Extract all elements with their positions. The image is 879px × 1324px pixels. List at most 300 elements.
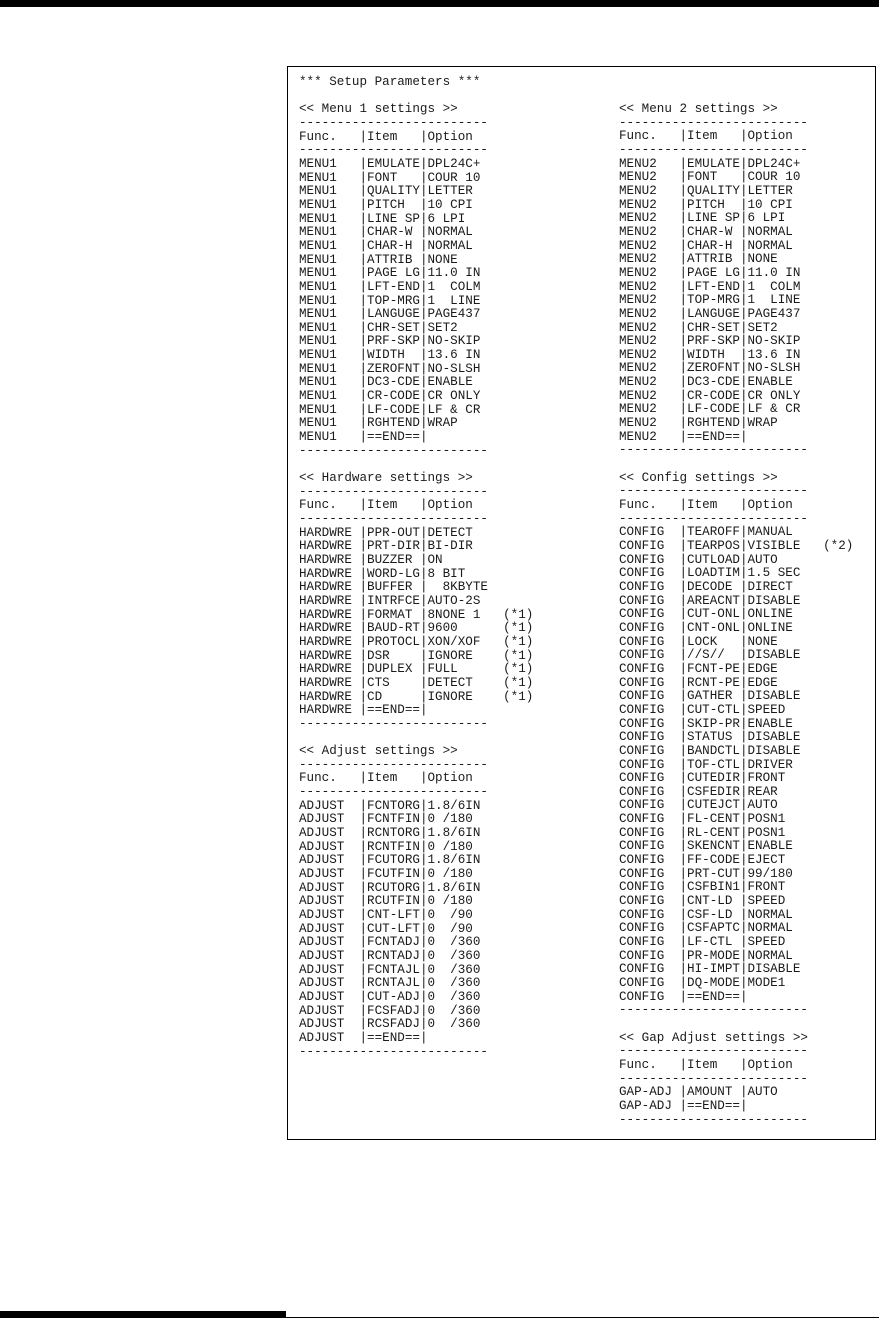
separator: | — [679, 607, 688, 622]
separator: | — [359, 334, 368, 349]
table-header — [619, 1058, 793, 1072]
cell-option: 0 /180 — [427, 812, 473, 827]
cell-func: MENU2 — [619, 347, 680, 362]
cell-func: CONFIG — [619, 689, 680, 704]
separator: | — [419, 798, 428, 813]
table-row — [619, 525, 793, 539]
divider — [619, 512, 808, 526]
cell-item: LFT-END — [687, 279, 740, 294]
separator: | — [419, 197, 428, 212]
table-row — [619, 198, 793, 212]
cell-func: CONFIG — [619, 866, 680, 881]
separator: | — [359, 703, 368, 718]
cell-option: 0 /180 — [427, 894, 473, 909]
separator: | — [739, 224, 748, 239]
cell-item: TOF-CTL — [687, 757, 740, 772]
separator: | — [679, 211, 688, 226]
page-title — [299, 75, 480, 89]
table-row — [619, 607, 793, 621]
separator: | — [359, 634, 368, 649]
separator: | — [419, 320, 428, 335]
cell-option: NORMAL — [747, 238, 793, 253]
cell-item: CR-CODE — [367, 389, 420, 404]
separator: | — [739, 211, 748, 226]
divider — [299, 116, 488, 130]
table-row — [619, 949, 793, 963]
separator: | — [739, 784, 748, 799]
separator: | — [419, 880, 428, 895]
separator: | — [679, 539, 688, 553]
table-row — [619, 334, 800, 348]
cell-item: CD — [367, 689, 420, 704]
cell-func: MENU1 — [299, 238, 360, 253]
separator: | — [419, 621, 428, 636]
cell-func: CONFIG — [619, 648, 680, 663]
separator: | — [679, 347, 688, 362]
cell-option: NORMAL — [747, 948, 793, 963]
separator: | — [359, 402, 368, 417]
cell-item: RCUTFIN — [367, 894, 420, 909]
separator: | — [679, 498, 688, 513]
section-heading-text: << Config settings >> — [619, 470, 778, 485]
cell-option: 0 /180 — [427, 867, 473, 882]
table-row — [299, 348, 480, 362]
table-row — [299, 935, 480, 949]
header-item: Item — [367, 498, 420, 513]
separator: | — [359, 894, 368, 909]
separator: | — [359, 880, 368, 895]
cell-item: GATHER — [687, 689, 740, 704]
cell-item: RCNTORG — [367, 826, 420, 841]
cell-option: 1.8/6IN — [427, 880, 481, 895]
table-header — [299, 130, 473, 144]
cell-item: DSR — [367, 648, 420, 663]
cell-item: AMOUNT — [687, 1085, 740, 1100]
separator: | — [679, 784, 688, 799]
cell-func: CONFIG — [619, 607, 680, 622]
cell-option: 0 /180 — [427, 839, 473, 854]
section-heading — [299, 102, 458, 116]
cell-func: CONFIG — [619, 948, 680, 963]
cell-func: CONFIG — [619, 825, 680, 840]
header-option: Option — [427, 771, 473, 786]
header-item: Item — [687, 1057, 740, 1072]
divider — [299, 717, 488, 731]
separator: | — [419, 853, 428, 868]
cell-func: MENU1 — [299, 402, 360, 417]
cell-item: SKENCNT — [687, 839, 740, 854]
cell-func: MENU2 — [619, 224, 680, 239]
cell-option: 8KBYTE — [427, 580, 488, 595]
cell-option: ENABLE — [747, 716, 793, 731]
separator: | — [359, 197, 368, 212]
separator: | — [359, 293, 368, 308]
cell-option: SPEED — [747, 935, 786, 950]
separator: | — [739, 702, 748, 717]
cell-option: 10 CPI — [427, 197, 473, 212]
separator: | — [739, 525, 748, 540]
cell-option: 1 COLM — [747, 279, 801, 294]
cell-item: FONT — [687, 170, 740, 185]
separator: | — [739, 252, 748, 267]
cell-func: MENU1 — [299, 252, 360, 267]
table-row — [619, 689, 800, 703]
table-row — [299, 526, 473, 540]
cell-option: DRIVER — [747, 757, 793, 772]
cell-item: FCUTFIN — [367, 867, 420, 882]
cell-option: AUTO — [747, 798, 778, 813]
cell-item: RCSFADJ — [367, 1017, 420, 1032]
cell-option: 1.8/6IN — [427, 826, 481, 841]
separator: | — [419, 839, 428, 854]
cell-item: PAGE LG — [687, 265, 740, 280]
cell-option: 8 BIT — [427, 566, 466, 581]
separator: | — [739, 620, 748, 635]
separator: | — [679, 962, 688, 977]
cell-option: 9600 — [427, 621, 504, 636]
cell-option: NO-SKIP — [427, 334, 481, 349]
separator: | — [419, 812, 428, 827]
table-row — [299, 690, 533, 704]
cell-item: LINE SP — [367, 211, 420, 226]
separator: | — [419, 416, 428, 431]
table-row — [299, 580, 488, 594]
table-row — [619, 908, 793, 922]
cell-func: MENU2 — [619, 306, 680, 321]
separator: | — [679, 689, 688, 704]
cell-option: DIRECT — [747, 579, 793, 594]
separator: | — [739, 279, 748, 294]
table-row — [619, 1099, 748, 1113]
cell-option: NORMAL — [427, 225, 473, 240]
cell-func: CONFIG — [619, 730, 680, 745]
cell-item: RCNTAJL — [367, 976, 420, 991]
cell-func: MENU1 — [299, 307, 360, 322]
separator: | — [679, 702, 688, 717]
separator: | — [739, 429, 748, 444]
divider — [619, 1003, 808, 1017]
separator: | — [359, 921, 368, 936]
separator: | — [359, 949, 368, 963]
cell-func: ADJUST — [299, 867, 360, 882]
separator: | — [419, 689, 428, 704]
cell-option: 0 /360 — [427, 935, 481, 950]
cell-item: TEARPOS — [687, 539, 740, 553]
table-row — [619, 839, 793, 853]
separator: | — [679, 757, 688, 772]
divider-text: ------------------------- — [299, 443, 488, 458]
section-heading — [619, 1031, 808, 1045]
table-row — [619, 211, 785, 225]
cell-item: CHR-SET — [687, 320, 740, 335]
separator: | — [359, 252, 368, 267]
cell-option: 6 LPI — [747, 211, 786, 226]
separator: | — [359, 170, 368, 185]
cell-func: CONFIG — [619, 907, 680, 922]
cell-func: MENU1 — [299, 334, 360, 349]
cell-func: CONFIG — [619, 675, 680, 690]
cell-option: NORMAL — [747, 224, 793, 239]
cell-func: MENU2 — [619, 388, 680, 403]
separator: | — [419, 867, 428, 882]
table-row — [619, 361, 800, 375]
cell-func: MENU1 — [299, 348, 360, 363]
cell-item: LOCK — [687, 634, 740, 649]
header-item: Item — [687, 129, 740, 144]
separator: | — [419, 949, 428, 963]
table-header — [619, 129, 793, 143]
separator: | — [739, 771, 748, 786]
separator: | — [679, 866, 688, 881]
table-row — [299, 225, 473, 239]
cell-func: HARDWRE — [299, 621, 360, 636]
separator: | — [419, 566, 428, 581]
separator: | — [739, 552, 748, 567]
cell-option: 0 /90 — [427, 921, 473, 936]
separator: | — [359, 689, 368, 704]
separator: | — [419, 348, 428, 363]
cell-option: 0 /360 — [427, 1003, 481, 1018]
separator: | — [359, 839, 368, 854]
cell-item: DECODE — [687, 579, 740, 594]
table-row — [619, 635, 778, 649]
cell-item: AREACNT — [687, 593, 740, 608]
cell-option: 10 CPI — [747, 197, 793, 212]
table-row — [619, 812, 785, 826]
cell-option: PAGE437 — [427, 307, 481, 322]
cell-item: CHR-SET — [367, 320, 420, 335]
cell-func: CONFIG — [619, 702, 680, 717]
cell-item: DUPLEX — [367, 662, 420, 677]
table-row — [299, 403, 480, 417]
table-row — [619, 184, 793, 198]
cell-func: ADJUST — [299, 921, 360, 936]
cell-item: LANGUGE — [367, 307, 420, 322]
cell-option: LF & CR — [427, 402, 481, 417]
table-row — [619, 717, 793, 731]
section-heading-text: << Hardware settings >> — [299, 471, 473, 486]
cell-item: PRF-SKP — [687, 334, 740, 349]
cell-option: ENABLE — [427, 375, 473, 390]
separator: | — [419, 826, 428, 841]
cell-func: MENU2 — [619, 238, 680, 253]
divider-text: ------------------------- — [619, 1112, 808, 1127]
table-row — [619, 935, 785, 949]
separator: | — [679, 375, 688, 390]
table-row — [619, 402, 800, 416]
table-row — [619, 621, 793, 635]
cell-item: CTS — [367, 675, 420, 690]
separator: | — [679, 853, 688, 868]
separator: | — [679, 279, 688, 294]
cell-func: ADJUST — [299, 908, 360, 923]
cell-item: LF-CTL — [687, 935, 740, 950]
cell-option: SET2 — [427, 320, 458, 335]
table-row — [299, 867, 473, 881]
cell-func: CONFIG — [619, 566, 680, 581]
cell-func: MENU1 — [299, 375, 360, 390]
table-row — [299, 608, 533, 622]
separator: | — [419, 293, 428, 308]
cell-option: DPL24C+ — [747, 156, 801, 171]
cell-option: AUTO-2S — [427, 593, 481, 608]
separator: | — [739, 976, 748, 990]
separator: | — [679, 170, 688, 185]
table-row — [619, 580, 793, 594]
separator: | — [679, 907, 688, 922]
separator: | — [739, 866, 748, 881]
cell-option: LETTER — [747, 183, 793, 198]
cell-option: WRAP — [427, 416, 458, 431]
cell-func: MENU1 — [299, 320, 360, 335]
separator: | — [739, 989, 748, 1004]
table-row — [299, 922, 473, 936]
table-header — [299, 771, 473, 785]
cell-option: MODE1 — [747, 976, 786, 990]
separator: | — [359, 798, 368, 813]
separator: | — [359, 826, 368, 841]
cell-item: CUT-CTL — [687, 702, 740, 717]
separator: | — [359, 266, 368, 281]
cell-func: CONFIG — [619, 634, 680, 649]
separator: | — [359, 539, 368, 554]
cell-item: RGHTEND — [687, 416, 740, 431]
separator: | — [679, 183, 688, 198]
divider — [299, 143, 488, 157]
cell-func: MENU1 — [299, 389, 360, 404]
separator: | — [679, 238, 688, 253]
cell-item: CUT-LFT — [367, 921, 420, 936]
separator: | — [679, 730, 688, 745]
table-header — [299, 498, 473, 512]
separator: | — [359, 238, 368, 253]
divider-text: ------------------------- — [299, 143, 488, 158]
cell-func: CONFIG — [619, 771, 680, 786]
cell-func: CONFIG — [619, 935, 680, 950]
separator: | — [359, 498, 368, 513]
cell-item: ZEROFNT — [367, 361, 420, 376]
divider-text: ------------------------- — [619, 1003, 808, 1018]
separator: | — [359, 607, 368, 622]
cell-option: COUR 10 — [747, 170, 801, 185]
cell-func: MENU1 — [299, 293, 360, 308]
separator: | — [419, 1030, 428, 1045]
table-row — [299, 649, 533, 663]
cell-func: ADJUST — [299, 798, 360, 813]
cell-item: SKIP-PR — [687, 716, 740, 731]
separator: | — [419, 607, 428, 622]
table-row — [619, 853, 785, 867]
header-item: Item — [367, 771, 420, 786]
cell-option: DISABLE — [747, 648, 801, 663]
cell-func: CONFIG — [619, 921, 680, 936]
separator: | — [679, 265, 688, 280]
separator: | — [419, 935, 428, 950]
table-row — [619, 676, 778, 690]
cell-item: WIDTH — [367, 348, 420, 363]
separator: | — [739, 156, 748, 171]
table-row — [299, 375, 473, 389]
cell-item: ==END== — [687, 989, 740, 1004]
cell-item: FORMAT — [367, 607, 420, 622]
divider-text: ------------------------- — [619, 115, 808, 130]
cell-func: ADJUST — [299, 949, 360, 963]
separator: | — [739, 539, 748, 553]
table-row — [619, 293, 800, 307]
table-row — [299, 908, 473, 922]
cell-item: PITCH — [367, 197, 420, 212]
separator: | — [419, 703, 428, 718]
cell-func: HARDWRE — [299, 566, 360, 581]
table-row — [619, 703, 785, 717]
table-row — [299, 157, 480, 171]
cell-func: CONFIG — [619, 784, 680, 799]
divider — [299, 485, 488, 499]
cell-item: LF-CODE — [687, 402, 740, 417]
cell-item: LINE SP — [687, 211, 740, 226]
cell-option: NO-SKIP — [747, 334, 801, 349]
separator: | — [679, 976, 688, 990]
footnote-mark: (*1) — [503, 675, 534, 690]
cell-func: MENU2 — [619, 279, 680, 294]
section-heading-text: << Menu 1 settings >> — [299, 102, 458, 117]
footnote-mark: (*1) — [503, 621, 534, 636]
cell-func: ADJUST — [299, 839, 360, 854]
cell-item: PRT-DIR — [367, 539, 420, 554]
separator: | — [679, 620, 688, 635]
cell-option: NO-SLSH — [747, 361, 801, 376]
table-row — [619, 594, 800, 608]
section-heading-text: << Menu 2 settings >> — [619, 102, 778, 116]
table-row — [299, 280, 480, 294]
divider — [619, 484, 808, 498]
cell-item: PPR-OUT — [367, 525, 420, 540]
separator: | — [739, 894, 748, 909]
cell-option: 0 /360 — [427, 949, 481, 963]
cell-func: MENU2 — [619, 211, 680, 226]
cell-option: DISABLE — [747, 962, 801, 977]
cell-func: MENU2 — [619, 361, 680, 376]
cell-func: CONFIG — [619, 989, 680, 1004]
cell-item: CHAR-W — [367, 225, 420, 240]
cell-option: 1 COLM — [427, 279, 481, 294]
header-item: Item — [687, 498, 740, 513]
table-row — [299, 799, 480, 813]
separator: | — [359, 962, 368, 977]
table-row — [299, 894, 473, 908]
top-rule — [0, 0, 879, 7]
cell-item: ATTRIB — [687, 252, 740, 267]
cell-item: BUZZER — [367, 552, 420, 567]
cell-func: HARDWRE — [299, 634, 360, 649]
cell-item: QUALITY — [687, 183, 740, 198]
separator: | — [679, 129, 688, 144]
divider — [299, 512, 488, 526]
cell-func: ADJUST — [299, 989, 360, 1004]
cell-func: MENU2 — [619, 170, 680, 185]
cell-item: RCNTADJ — [367, 949, 420, 963]
separator: | — [359, 307, 368, 322]
cell-func: CONFIG — [619, 539, 680, 553]
separator: | — [359, 580, 368, 595]
table-row — [619, 170, 800, 184]
cell-item: RL-CENT — [687, 825, 740, 840]
cell-func: MENU1 — [299, 225, 360, 240]
separator: | — [679, 880, 688, 895]
separator: | — [419, 252, 428, 267]
cell-func: CONFIG — [619, 880, 680, 895]
cell-option: FRONT — [747, 880, 786, 895]
